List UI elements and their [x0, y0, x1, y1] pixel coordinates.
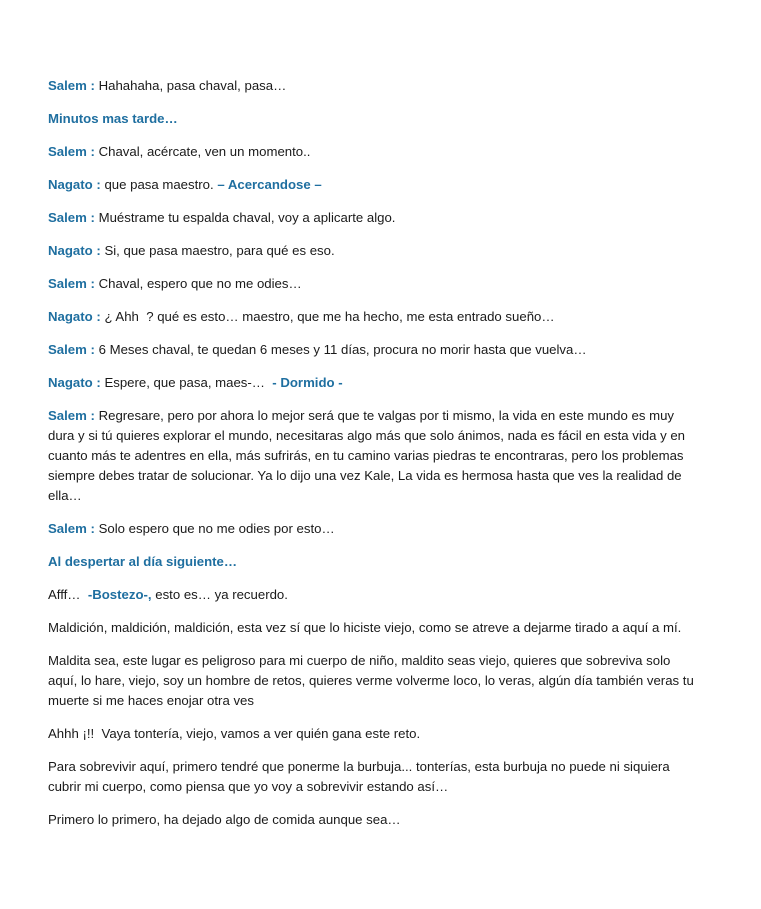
narration-line: [48, 724, 698, 744]
dialogue-text: Muéstrame tu espalda chaval, voy a aplicarte algo.: [98, 210, 396, 225]
speaker-name: Salem: [48, 408, 87, 423]
dialogue-text: ¿ Ahh ? qué es esto… maestro, que me ha hecho, me esta entrado sueño…: [104, 309, 555, 324]
dialogue-line: [48, 175, 698, 195]
dialogue-line: [48, 241, 698, 261]
narration-line: [48, 585, 698, 605]
speaker-separator: :: [92, 375, 105, 390]
narration-line: [48, 618, 698, 638]
dialogue-line: [48, 519, 698, 539]
scene-heading-text: Al despertar al día siguiente…: [48, 554, 238, 569]
dialogue-text: 6 Meses chaval, te quedan 6 meses y 11 días, procura no morir hasta que vuelva…: [98, 342, 587, 357]
document-body: [48, 76, 698, 843]
speaker-separator: :: [86, 144, 99, 159]
speaker-name: Salem: [48, 521, 87, 536]
dialogue-line: [48, 142, 698, 162]
dialogue-text: Regresare, pero por ahora lo mejor será que te valgas por ti mismo, la vida en este mundo es muy dura y si tú quieres explorar el mundo, necesitaras algo más que solo ánimos, nada es fácil en esta vida y en cuanto más te adentres en ella, más sufrirás, en tu camino varias piedras te encontraras, pero los problemas siempre debes tratar de solucionar. Ya lo dijo una vez Kale, La vida es hermosa hasta que ves la realidad de ella…: [48, 408, 689, 503]
dialogue-line: [48, 76, 698, 96]
narration-text: Maldita sea, este lugar es peligroso para mi cuerpo de niño, maldito seas viejo, quieres que sobreviva solo aquí, lo hare, viejo, soy un hombre de retos, quieres verme volverme loco, lo veras, algún día también veras tu muerte si me haces enojar otra ves: [48, 653, 698, 708]
speaker-separator: :: [92, 309, 105, 324]
speaker-name: Salem: [48, 276, 87, 291]
dialogue-text: Chaval, acércate, ven un momento..: [98, 144, 311, 159]
speaker-separator: :: [86, 342, 99, 357]
speaker-name: Nagato: [48, 375, 93, 390]
scene-heading-text: Minutos mas tarde…: [48, 111, 178, 126]
speaker-name: Salem: [48, 144, 87, 159]
narration-text: Afff…: [48, 587, 88, 602]
dialogue-line: [48, 340, 698, 360]
narration-line: [48, 651, 698, 711]
speaker-name: Nagato: [48, 177, 93, 192]
dialogue-text: Hahahaha, pasa chaval, pasa…: [98, 78, 287, 93]
narration-line: [48, 810, 698, 830]
speaker-name: Salem: [48, 210, 87, 225]
dialogue-line: [48, 406, 698, 506]
stage-action: -Bostezo-,: [87, 587, 152, 602]
dialogue-text: Chaval, espero que no me odies…: [98, 276, 302, 291]
speaker-name: Nagato: [48, 309, 93, 324]
dialogue-text: que pasa maestro.: [104, 177, 218, 192]
stage-action: – Acercandose –: [217, 177, 322, 192]
narration-line: [48, 757, 698, 797]
speaker-separator: :: [92, 177, 105, 192]
speaker-name: Salem: [48, 342, 87, 357]
dialogue-text: Solo espero que no me odies por esto…: [98, 521, 335, 536]
speaker-separator: :: [92, 243, 105, 258]
narration-text: Para sobrevivir aquí, primero tendré que ponerme la burbuja... tonterías, esta burbuja no puede ni siquiera cubrir mi cuerpo, como piensa que yo voy a sobrevivir estando así…: [48, 759, 674, 794]
speaker-separator: :: [86, 276, 99, 291]
speaker-separator: :: [86, 78, 99, 93]
speaker-name: Nagato: [48, 243, 93, 258]
dialogue-text: Espere, que pasa, maes-…: [104, 375, 273, 390]
stage-action: - Dormido -: [272, 375, 343, 390]
speaker-separator: :: [86, 408, 99, 423]
speaker-name: Salem: [48, 78, 87, 93]
narration-text: Primero lo primero, ha dejado algo de comida aunque sea…: [48, 812, 401, 827]
scene-heading: [48, 109, 698, 129]
narration-text: Ahhh ¡!! Vaya tontería, viejo, vamos a ver quién gana este reto.: [48, 726, 421, 741]
dialogue-line: [48, 307, 698, 327]
dialogue-text: Si, que pasa maestro, para qué es eso.: [104, 243, 335, 258]
dialogue-line: [48, 208, 698, 228]
narration-text: Maldición, maldición, maldición, esta vez sí que lo hiciste viejo, como se atreve a dejarme tirado a aquí a mí.: [48, 620, 682, 635]
speaker-separator: :: [86, 521, 99, 536]
dialogue-line: [48, 274, 698, 294]
dialogue-line: [48, 373, 698, 393]
narration-text-after: esto es… ya recuerdo.: [151, 587, 288, 602]
scene-heading: [48, 552, 698, 572]
speaker-separator: :: [86, 210, 99, 225]
